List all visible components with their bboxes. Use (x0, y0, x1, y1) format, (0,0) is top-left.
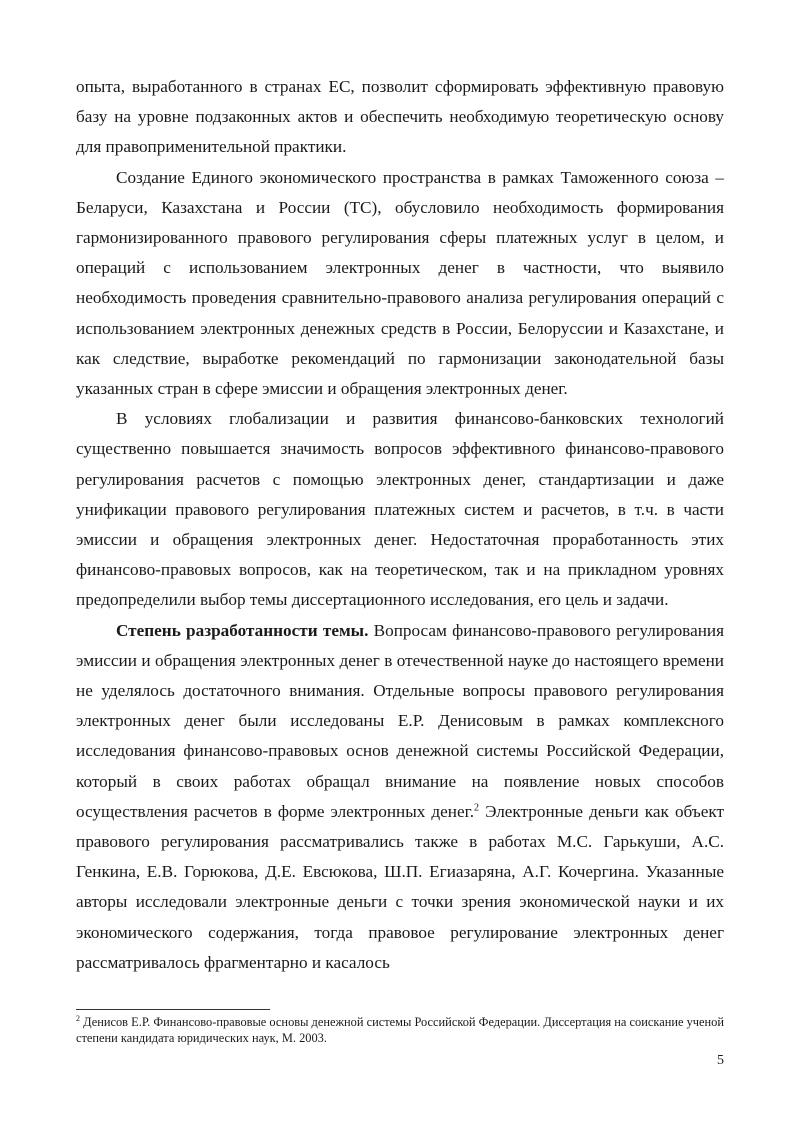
footnote (76, 1014, 724, 1046)
section-heading-degree-of-study: Степень разработанности темы. (116, 620, 369, 640)
paragraph-globalization: В условиях глобализации и развития финансово-банковских технологий существенно повышается значимость вопросов эффективного финансово-правового регулирования расчетов с помощью электронных денег, стандартизации и даже унификации правового регулирования платежных систем и расчетов, в т.ч. в части эмиссии и обращения электронных денег. Недостаточная проработанность этих финансово-правовых вопросов, как на теоретическом, так и на прикладном уровнях предопределили выбор темы диссертационного исследования, его цель и задачи. (76, 409, 724, 610)
paragraph-degree-of-study-text-1: Вопросам финансово-правового регулирования эмиссии и обращения электронных денег в отечественной науке до настоящего времени не уделялось достаточного внимания. Отдельные вопросы правового регулирования электронных денег были исследованы Е.Р. Денисовым в рамках комплексного исследования финансово-правовых основ денежной системы Российской Федерации, который в своих работах обращал внимание на появление новых способов осуществления расчетов в форме электронных денег. (76, 620, 724, 821)
page-number: 5 (717, 1053, 724, 1068)
body-text (76, 72, 724, 978)
footnote-marker: 2 (76, 1013, 80, 1023)
footnote-text: Денисов Е.Р. Финансово-правовые основы денежной системы Российской Федерации. Диссертация на соискание ученой степени кандидата юридических наук, М. 2003. (76, 1015, 724, 1045)
paragraph-customs-union: Создание Единого экономического пространства в рамках Таможенного союза – Беларуси, Казахстана и России (ТС), обусловило необходимость формирования гармонизированного правового регулирования сферы платежных услуг в целом, и операций с использованием электронных денег в частности, что выявило необходимость проведения сравнительно-правового анализа регулирования операций с использованием электронных денежных средств в России, Белоруссии и Казахстане, и как следствие, выработке рекомендаций по гармонизации законодательной базы указанных стран в сфере эмиссии и обращения электронных денег. (76, 167, 724, 399)
paragraph-degree-of-study-text-2: Электронные деньги как объект правового регулирования рассматривались также в работах М.С. Гарькуши, А.С. Генкина, Е.В. Горюкова, Д.Е. Евсюкова, Ш.П. Егиазаряна, А.Г. Кочергина. Указанные авторы исследовали электронные деньги с точки зрения экономической науки и их экономического содержания, тогда правовое регулирование электронных денег рассматривалось фрагментарно и касалось (76, 801, 724, 972)
paragraph-continuation: опыта, выработанного в странах ЕС, позволит сформировать эффективную правовую базу на уровне подзаконных актов и обеспечить необходимую теоретическую основу для правоприменительной практики. (76, 77, 724, 157)
footnote-reference: 2 (474, 802, 480, 814)
paragraph-degree-of-study (76, 616, 724, 978)
footnote-divider (76, 1009, 270, 1010)
